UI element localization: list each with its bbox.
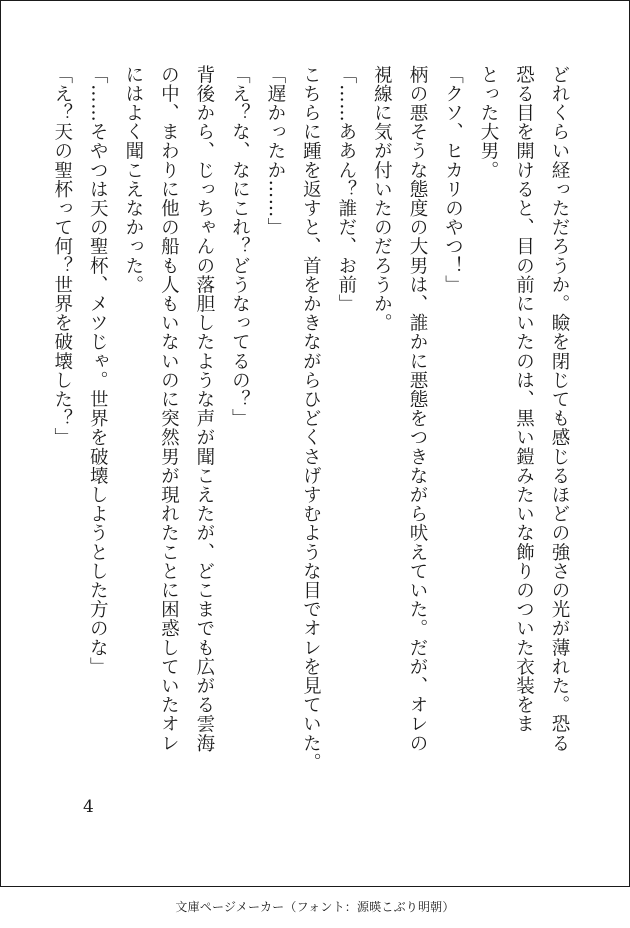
text-line: こちらに踵を返すと、首をかきながらひどくさげすむような目でオレを見ていた。 (300, 65, 322, 772)
text-line: 柄の悪そうな態度の大男は、誰かに悪態をつきながら吠えていた。だが、オレの (406, 65, 428, 753)
text-line: 「……ああん？誰だ、お前」 (335, 65, 357, 314)
text-line: とった大男。 (477, 65, 499, 180)
page-number: 4 (83, 797, 94, 817)
text-line: 視線に気が付いたのだろうか。 (371, 65, 393, 333)
text-line: の中、まわりに他の船も人もいないのに突然男が現れたことに困惑していたオレ (158, 65, 180, 753)
text-line: 「……そやつは天の聖杯、メツじゃ。世界を破壊しようとした方のな」 (87, 65, 109, 677)
text-line: にはよく聞こえなかった。 (122, 65, 144, 295)
text-line: どれくらい経っただろうか。瞼を閉じても感じるほどの強さの光が薄れた。恐る (549, 65, 570, 753)
footer-credit: 文庫ページメーカー（フォント：源暎こぶり明朝） (175, 900, 455, 914)
text-line: 背後から、じっちゃんの落胆したような声が聞こえたが、どこまでも広がる雲海 (193, 65, 215, 753)
text-line: 「クソ、ヒカリのやつ！」 (442, 65, 464, 295)
text-line: 「え？な、なにこれ？どうなってるの？」 (229, 65, 251, 428)
body-text (44, 65, 577, 785)
text-line: 「え？天の聖杯って何？世界を破壊した？」 (51, 65, 73, 447)
text-line: 「遅かったか……」 (264, 65, 286, 237)
text-line: 恐る目を開けると、目の前にいたのは、黒い鎧みたいな飾りのついた衣装をま (513, 65, 535, 734)
